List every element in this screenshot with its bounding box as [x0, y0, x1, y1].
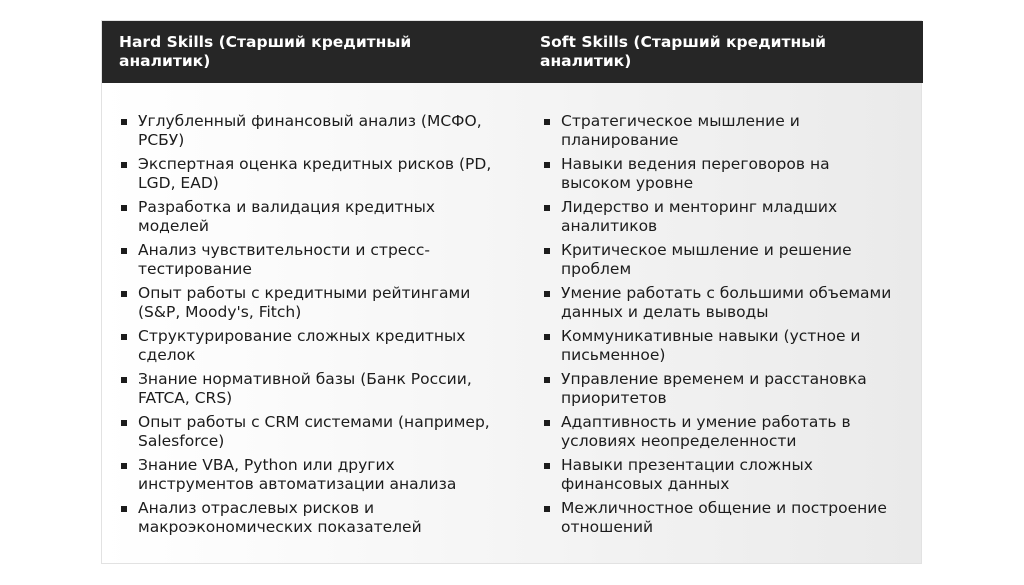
hard-skill-text: Знание нормативной базы (Банк России, FATCA, CRS) [138, 370, 472, 408]
hard-skill-item [119, 370, 519, 409]
hard-skill-item [119, 327, 519, 366]
table-header [102, 21, 923, 83]
hard-skill-text: Углубленный финансовый анализ (МСФО, РСБУ) [138, 112, 482, 150]
soft-skill-text: Коммуникативные навыки (устное и письменное) [561, 327, 861, 365]
hard-skill-item [119, 155, 519, 194]
bullet-square-icon [544, 463, 550, 469]
soft-skills-title [540, 33, 920, 71]
bullet-square-icon [121, 248, 127, 254]
bullet-square-icon [121, 420, 127, 426]
bullet-square-icon [121, 377, 127, 383]
soft-skills-list [542, 112, 920, 542]
hard-skill-text: Анализ отраслевых рисков и макроэкономических показателей [138, 499, 422, 537]
hard-skill-item [119, 456, 519, 495]
soft-skill-item [542, 413, 920, 452]
bullet-square-icon [121, 119, 127, 125]
soft-skill-text: Межличностное общение и построение отношений [561, 499, 887, 537]
soft-skill-item [542, 370, 920, 409]
hard-skill-item [119, 198, 519, 237]
bullet-square-icon [121, 162, 127, 168]
soft-skill-item [542, 241, 920, 280]
soft-skill-item [542, 456, 920, 495]
hard-skill-text: Опыт работы с CRM системами (например, Salesforce) [138, 413, 490, 451]
hard-skill-text: Структурирование сложных кредитных сделок [138, 327, 466, 365]
soft-skill-text: Адаптивность и умение работать в условиях неопределенности [561, 413, 851, 451]
hard-skill-text: Экспертная оценка кредитных рисков (PD, LGD, EAD) [138, 155, 492, 193]
hard-skill-item [119, 284, 519, 323]
soft-skills-title-line-1: Soft Skills (Старший кредитный аналитик) [540, 33, 827, 70]
soft-skill-text: Критическое мышление и решение проблем [561, 241, 852, 279]
hard-skill-text: Опыт работы с кредитными рейтингами (S&P, Moody's, Fitch) [138, 284, 471, 322]
bullet-square-icon [121, 463, 127, 469]
bullet-square-icon [121, 291, 127, 297]
soft-skill-item [542, 112, 920, 151]
hard-skill-item [119, 413, 519, 452]
soft-skill-text: Навыки ведения переговоров на высоком уровне [561, 155, 830, 193]
bullet-square-icon [544, 248, 550, 254]
soft-skill-item [542, 499, 920, 538]
bullet-square-icon [544, 205, 550, 211]
bullet-square-icon [544, 291, 550, 297]
hard-skill-text: Разработка и валидация кредитных моделей [138, 198, 436, 236]
hard-skill-item [119, 241, 519, 280]
bullet-square-icon [544, 420, 550, 426]
bullet-square-icon [544, 119, 550, 125]
soft-skill-text: Управление временем и расстановка приоритетов [561, 370, 867, 408]
bullet-square-icon [121, 205, 127, 211]
hard-skills-title-line-1: Hard Skills (Старший кредитный аналитик) [119, 33, 412, 70]
soft-skill-item [542, 327, 920, 366]
skills-table [101, 20, 922, 564]
hard-skill-item [119, 499, 519, 538]
hard-skills-title [119, 33, 499, 71]
bullet-square-icon [121, 506, 127, 512]
soft-skill-text: Навыки презентации сложных финансовых данных [561, 456, 813, 494]
hard-skill-item [119, 112, 519, 151]
bullet-square-icon [544, 162, 550, 168]
hard-skills-list [119, 112, 519, 542]
hard-skill-text: Знание VBA, Python или других инструментов автоматизации анализа [138, 456, 457, 494]
soft-skill-item [542, 155, 920, 194]
bullet-square-icon [544, 334, 550, 340]
soft-skill-text: Лидерство и менторинг младших аналитиков [561, 198, 838, 236]
bullet-square-icon [121, 334, 127, 340]
soft-skill-item [542, 284, 920, 323]
soft-skill-text: Стратегическое мышление и планирование [561, 112, 800, 150]
soft-skill-text: Умение работать с большими объемами данных и делать выводы [561, 284, 892, 322]
soft-skill-item [542, 198, 920, 237]
bullet-square-icon [544, 506, 550, 512]
bullet-square-icon [544, 377, 550, 383]
hard-skill-text: Анализ чувствительности и стресс- тестирование [138, 241, 430, 279]
